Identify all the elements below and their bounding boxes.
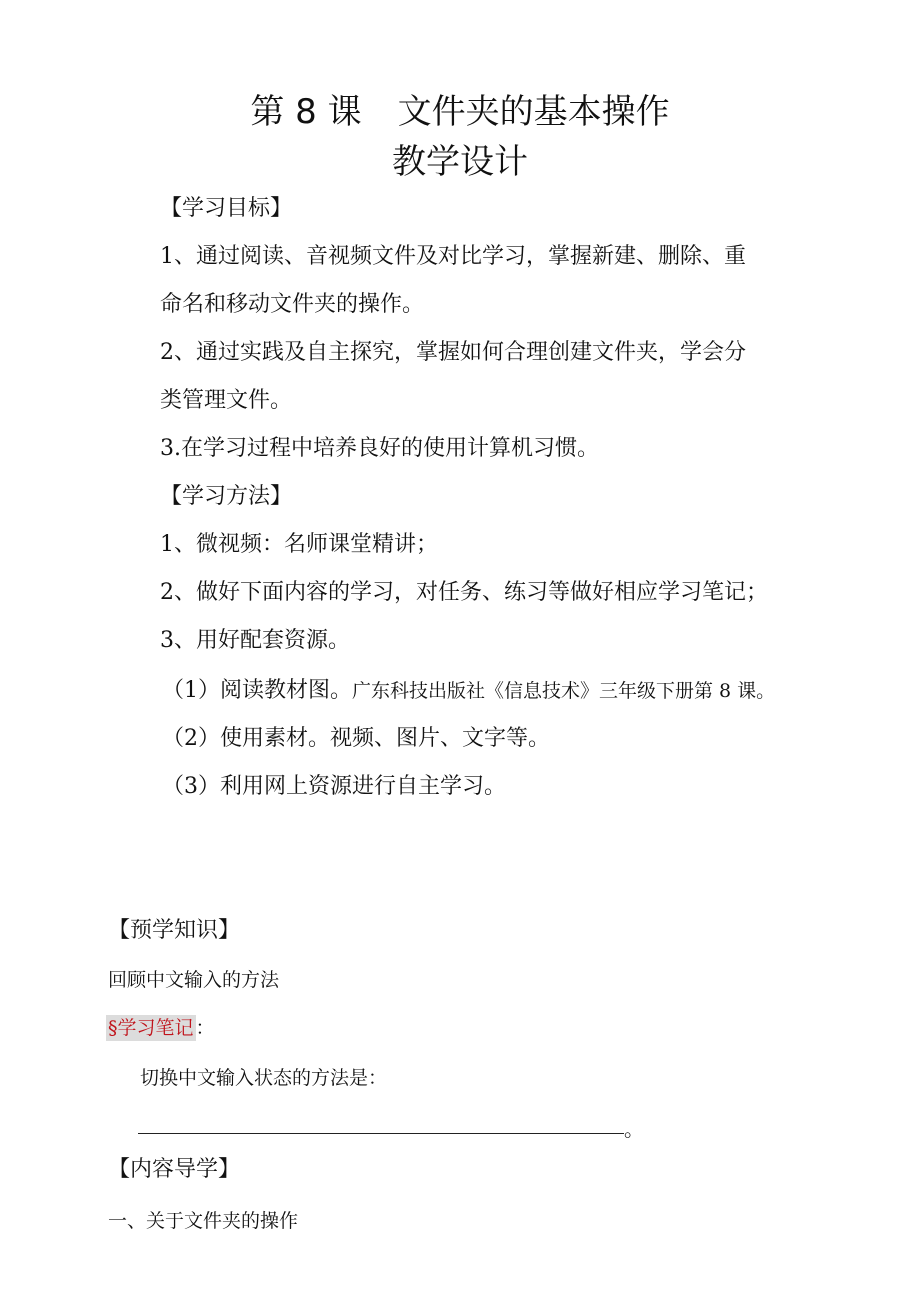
method-3-sub-1-source: 广东科技出版社《信息技术》三年级下册第 8 课。 — [352, 680, 776, 702]
study-note-tag — [106, 1015, 196, 1041]
content-heading: 【内容导学】 — [108, 1157, 241, 1182]
lesson-number: 第 8 课 — [250, 92, 362, 132]
lesson-topic: 文件夹的基本操作 — [397, 92, 670, 132]
study-note-tag-text: §学习笔记 — [108, 1017, 194, 1039]
answer-blank-line[interactable] — [138, 1133, 624, 1134]
answer-blank-period: 。 — [624, 1117, 644, 1141]
objective-1-line-1: 1、通过阅读、音视频文件及对比学习，掌握新建、删除、重 — [160, 244, 746, 269]
preview-heading: 【预学知识】 — [108, 918, 241, 943]
method-1: 1、微视频：名师课堂精讲； — [160, 532, 438, 557]
method-3-sub-2: （2）使用素材。视频、图片、文字等。 — [162, 726, 550, 751]
objective-1-line-2: 命名和移动文件夹的操作。 — [160, 292, 425, 317]
content-item-1: 一、关于文件夹的操作 — [108, 1210, 299, 1232]
objective-3: 3.在学习过程中培养良好的使用计算机习惯。 — [160, 436, 599, 461]
method-3-sub-1-prefix: （1）阅读教材图。 — [162, 678, 352, 703]
method-3-sub-3: （3）利用网上资源进行自主学习。 — [162, 774, 506, 799]
objective-2-line-2: 类管理文件。 — [160, 388, 293, 413]
document-title — [0, 92, 920, 132]
method-3: 3、用好配套资源。 — [160, 628, 350, 653]
method-2: 2、做好下面内容的学习，对任务、练习等做好相应学习笔记； — [160, 580, 768, 605]
objective-2-line-1: 2、通过实践及自主探究，掌握如何合理创建文件夹，学会分 — [160, 340, 746, 365]
preview-text: 回顾中文输入的方法 — [108, 969, 280, 991]
preview-question: 切换中文输入状态的方法是： — [140, 1067, 388, 1089]
objectives-heading: 【学习目标】 — [160, 196, 293, 221]
document-subtitle: 教学设计 — [392, 142, 528, 182]
method-3-sub-1 — [162, 676, 775, 706]
methods-heading: 【学习方法】 — [160, 484, 293, 509]
study-note-label — [106, 1013, 215, 1043]
study-note-colon: ： — [195, 1017, 215, 1039]
